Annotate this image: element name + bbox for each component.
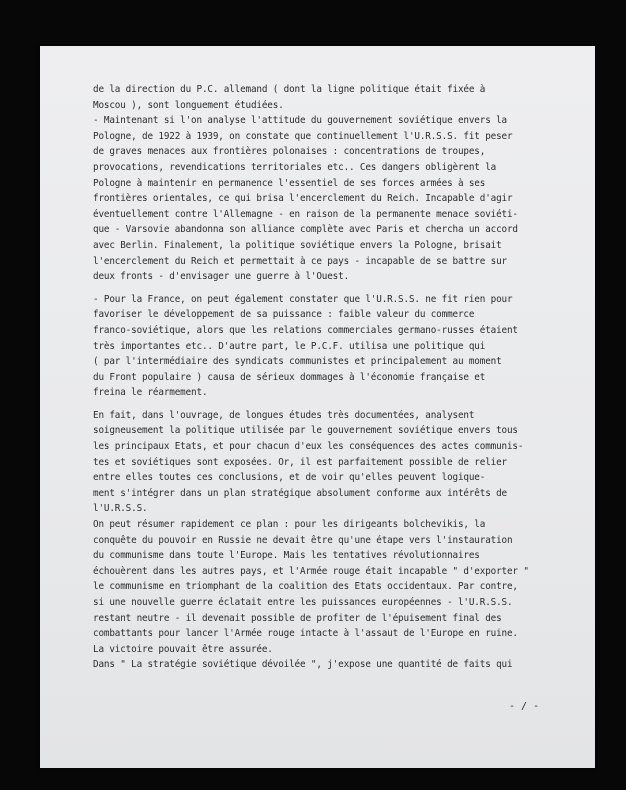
- text-line: ment s'intégrer dans un plan stratégique absolument conforme aux intérêts de: [93, 487, 507, 499]
- paragraph-strategy: [93, 408, 563, 673]
- text-line: frontières orientales, ce qui brisa l'encerclement du Reich. Incapable d'agir: [93, 193, 513, 205]
- text-line: Dans " La stratégie soviétique dévoilée ", j'expose une quantité de faits qui: [93, 659, 513, 671]
- text-line: provocations, revendications territoriales etc.. Ces dangers obligèrent la: [93, 161, 497, 173]
- text-line: l'U.R.S.S.: [93, 503, 148, 515]
- text-line: de la direction du P.C. allemand ( dont la ligne politique était fixée à: [93, 84, 486, 95]
- text-line: tes et soviétiques sont exposées. Or, il est parfaitement possible de relier: [93, 456, 507, 468]
- paragraph-france: [93, 292, 563, 401]
- text-line: les principaux Etats, et pour chacun d'eux les conséquences des actes communis-: [93, 441, 524, 453]
- text-line: freina le réarmement.: [93, 387, 208, 399]
- text-line: - Pour la France, on peut également constater que l'U.R.S.S. ne fit rien pour: [93, 293, 513, 305]
- text-line: franco-soviétique, alors que les relations commerciales germano-russes étaient: [93, 324, 518, 336]
- paragraph-poland: [93, 82, 563, 285]
- text-line: très importantes etc.. D'autre part, le P.C.F. utilisa une politique qui: [93, 340, 486, 352]
- text-line: - Maintenant si l'on analyse l'attitude du gouvernement soviétique envers la: [93, 115, 507, 127]
- text-line: le communisme en triomphant de la coalition des Etats occidentaux. Par contre,: [93, 581, 518, 593]
- text-line: échouèrent dans les autres pays, et l'Armée rouge était incapable " d'exporter ": [93, 565, 529, 577]
- text-line: du communisme dans toute l'Europe. Mais les tentatives révolutionnaires: [93, 550, 480, 562]
- text-line: avec Berlin. Finalement, la politique soviétique envers la Pologne, brisait: [93, 239, 502, 251]
- text-line: ( par l'intermédiaire des syndicats communistes et principalement au moment: [93, 356, 502, 368]
- text-line: En fait, dans l'ouvrage, de longues études très documentées, analysent: [93, 409, 475, 421]
- text-line: On peut résumer rapidement ce plan : pour les dirigeants bolchevikis, la: [93, 519, 486, 531]
- text-line: si une nouvelle guerre éclatait entre les puissances européennes - l'U.R.S.S.: [93, 597, 513, 608]
- text-line: conquête du pouvoir en Russie ne devait être qu'une étape vers l'instauration: [93, 534, 513, 546]
- text-line: que - Varsovie abandonna son alliance complète avec Paris et chercha un accord: [93, 224, 518, 236]
- page-number: - / -: [509, 701, 540, 712]
- text-line: entre elles toutes ces conclusions, et de voir qu'elles peuvent logique-: [93, 472, 486, 484]
- text-line: de graves menaces aux frontières polonaises : concentrations de troupes,: [93, 146, 486, 158]
- text-line: soigneusement la politique utilisée par le gouvernement soviétique envers tous: [93, 425, 518, 437]
- text-line: Pologne à maintenir en permanence l'essentiel de ses forces armées à ses: [93, 177, 486, 189]
- text-line: éventuellement contre l'Allemagne - en raison de la permanente menace soviéti-: [93, 208, 518, 220]
- text-line: deux fronts - d'envisager une guerre à l'Ouest.: [93, 271, 350, 283]
- text-line: Moscou ), sont longuement étudiées.: [93, 99, 284, 111]
- text-line: favoriser le développement de sa puissance : faible valeur du commerce: [93, 309, 475, 321]
- text-line: l'encerclement du Reich et permettait à ce pays - incapable de se battre sur: [93, 255, 507, 267]
- text-line: combattants pour lancer l'Armée rouge intacte à l'assaut de l'Europe en ruine.: [93, 628, 518, 640]
- typewritten-text: [93, 82, 563, 673]
- text-line: Pologne, de 1922 à 1939, on constate que continuellement l'U.R.S.S. fit peser: [93, 130, 513, 142]
- text-line: du Front populaire ) causa de sérieux dommages à l'économie française et: [93, 371, 486, 383]
- text-line: La victoire pouvait être assurée.: [93, 643, 273, 655]
- text-line: restant neutre - il devenait possible de profiter de l'épuisement final des: [93, 612, 502, 624]
